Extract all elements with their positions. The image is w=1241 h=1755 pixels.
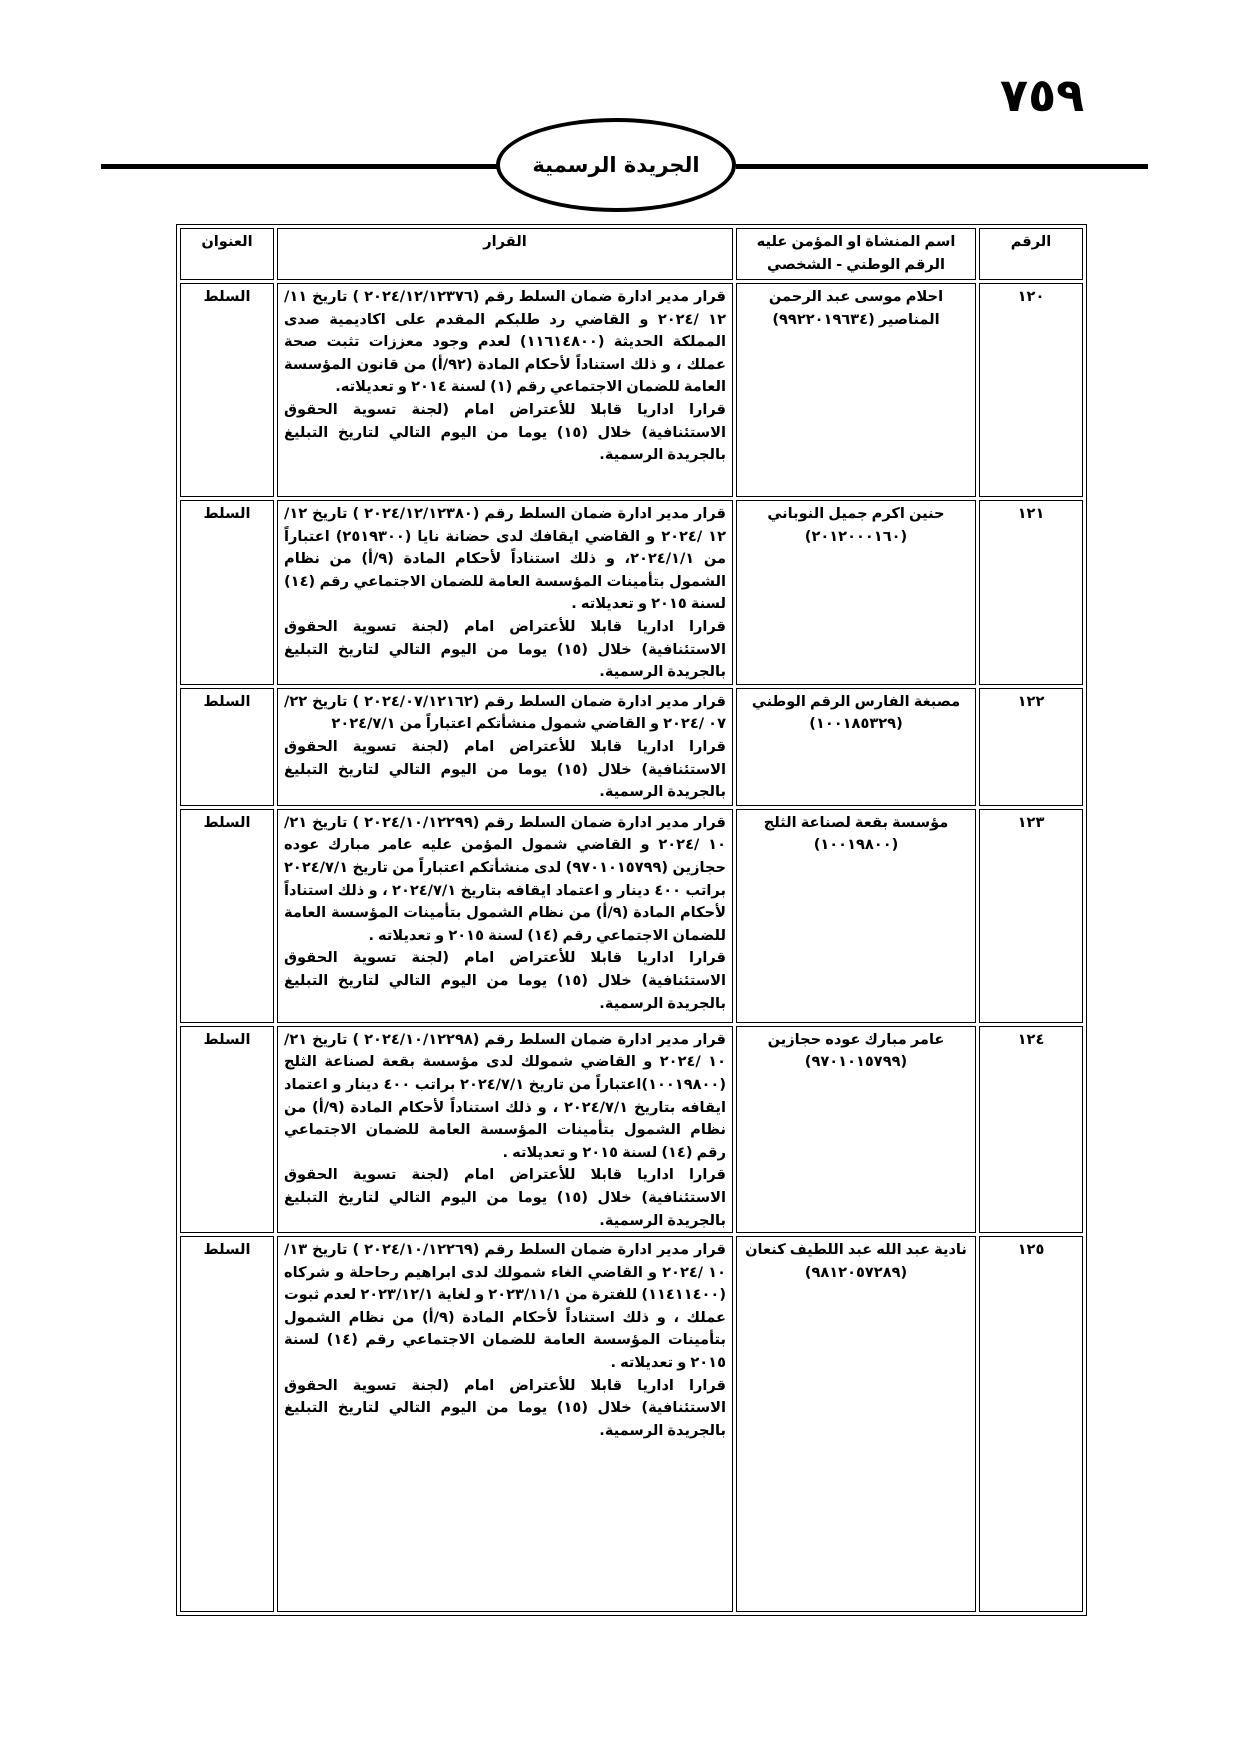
- objection-text: قرارا اداريا قابلا للأعتراض امام (لجنة تسوية الحقوق الاستئنافية) خلال (١٥) يوما من اليوم التالي لتاريخ التبليغ بالجريدة الرسمية.: [284, 1166, 726, 1229]
- decision-text: قرار مدير ادارة ضمان السلط رقم (٢٠٢٤/١٠/١٢٢٦٩ ) تاريخ ١٣/ ١٠ /٢٠٢٤ و القاضي الغاء شمولك لدى ابراهيم رحاحلة و شركاه (١١٤١١٤٠٠) للفترة من ٢٠٢٣/١١/١ و لغاية ٢٠٢٣/١٢/١ لعدم ثبوت عملك ، و ذلك استناداً لأحكام المادة (٩/أ) من نظام الشمول بتأمينات المؤسسة العامة للضمان الاجتماعي رقم (١٤) لسنة ٢٠١٥ و تعديلاته .: [284, 1241, 726, 1372]
- row-address: السلط: [180, 283, 274, 497]
- objection-text: قرارا اداريا قابلا للأعتراض امام (لجنة تسوية الحقوق الاستئنافية) خلال (١٥) يوما من اليوم التالي لتاريخ التبليغ بالجريدة الرسمية.: [284, 1376, 726, 1439]
- row-decision: [277, 500, 733, 685]
- row-decision: [277, 1026, 733, 1233]
- masthead-rule-right: [736, 164, 1148, 169]
- row-name: مؤسسة بقعة لصناعة الثلج (١٠٠١٩٨٠٠): [736, 809, 976, 1023]
- decision-text: قرار مدير ادارة ضمان السلط رقم (٢٠٢٤/١٠/١٢٢٩٨ ) تاريخ ٢١/ ١٠ /٢٠٢٤ و القاضي شمولك لدى مؤسسة بقعة لصناعة الثلج (١٠٠١٩٨٠٠)اعتباراً من تاريخ ٢٠٢٤/٧/١ براتب ٤٠٠ دينار و اعتماد ايقافه بتاريخ ٢٠٢٤/٧/١ ، و ذلك استناداً لأحكام المادة (٩/أ) من نظام الشمول بتأمينات المؤسسة العامة للضمان الاجتماعي رقم (١٤) لسنة ٢٠١٥ و تعديلاته .: [284, 1030, 727, 1161]
- decision-text: قرار مدير ادارة ضمان السلط رقم (٢٠٢٤/١٢/١٢٣٨٠ ) تاريخ ١٢/ ١٢ /٢٠٢٤ و القاضي ايقافك لدى حضانة نايا (٢٥١٩٣٠٠) اعتباراً من ٢٠٢٤/١/١، و ذلك استناداً لأحكام المادة (٩/أ) من نظام الشمول بتأمينات المؤسسة العامة للضمان الاجتماعي رقم (١٤) لسنة ٢٠١٥ و تعديلاته .: [284, 505, 726, 613]
- header-address: العنوان: [180, 228, 274, 280]
- masthead-title: الجريدة الرسمية: [496, 118, 736, 212]
- objection-text: قرارا اداريا قابلا للأعتراض امام (لجنة تسوية الحقوق الاستئنافية) خلال (١٥) يوما من اليوم التالي لتاريخ التبليغ بالجريدة الرسمية.: [284, 617, 726, 681]
- row-number: ١٢٢: [979, 688, 1083, 806]
- row-address: السلط: [180, 688, 274, 806]
- table-row: [180, 500, 1083, 685]
- row-number: ١٢٣: [979, 809, 1083, 1023]
- row-name: نادية عبد الله عبد اللطيف كنعان (٩٨١٢٠٥٧٢٨٩): [736, 1236, 976, 1612]
- row-number: ١٢٤: [979, 1026, 1083, 1233]
- row-number: ١٢٠: [979, 283, 1083, 497]
- row-name: مصبغة الفارس الرقم الوطني (١٠٠١٨٥٣٢٩): [736, 688, 976, 806]
- row-name: عامر مبارك عوده حجازين (٩٧٠١٠١٥٧٩٩): [736, 1026, 976, 1233]
- decision-text: قرار مدير ادارة ضمان السلط رقم (٢٠٢٤/١٢/١٢٣٧٦ ) تاريخ ١١/ ١٢ /٢٠٢٤ و القاضي رد طلبكم المقدم على اكاديمية صدى المملكة الحديثة (١١٦١٤٨٠٠) لعدم وجود معززات تثبت صحة عملك ، و ذلك استناداً لأحكام المادة (٩٢/أ) من قانون المؤسسة العامة للضمان الاجتماعي رقم (١) لسنة ٢٠١٤ و تعديلاته.: [284, 288, 726, 396]
- page-number: ٧٥٩: [1000, 68, 1085, 122]
- decision-text: قرار مدير ادارة ضمان السلط رقم (٢٠٢٤/٠٧/١٢١٦٢ ) تاريخ ٢٢/ ٠٧ /٢٠٢٤ و القاضي شمول منشأتكم اعتباراً من ٢٠٢٤/٧/١: [284, 692, 726, 733]
- row-address: السلط: [180, 1236, 274, 1612]
- masthead-rule-left: [101, 164, 499, 169]
- row-number: ١٢١: [979, 500, 1083, 685]
- row-address: السلط: [180, 1026, 274, 1233]
- row-number: ١٢٥: [979, 1236, 1083, 1612]
- row-name: حنين اكرم جميل النوباني (٢٠١٢٠٠٠١٦٠): [736, 500, 976, 685]
- row-decision: [277, 688, 733, 806]
- table-header-row: [180, 228, 1083, 280]
- header-decision: القرار: [277, 228, 733, 280]
- row-decision: [277, 1236, 733, 1612]
- objection-text: قرارا اداريا قابلا للأعتراض امام (لجنة تسوية الحقوق الاستئنافية) خلال (١٥) يوما من اليوم التالي لتاريخ التبليغ بالجريدة الرسمية.: [284, 737, 726, 801]
- decisions-table: [176, 224, 1087, 1616]
- table-row: [180, 809, 1083, 1023]
- row-address: السلط: [180, 809, 274, 1023]
- decision-text: قرار مدير ادارة ضمان السلط رقم (٢٠٢٤/١٠/١٢٢٩٩ ) تاريخ ٢١/ ١٠ /٢٠٢٤ و القاضي شمول المؤمن عليه عامر مبارك عوده حجازين (٩٧٠١٠١٥٧٩٩) لدى منشأتكم اعتباراً من تاريخ ٢٠٢٤/٧/١ براتب ٤٠٠ دينار و اعتماد ايقافه بتاريخ ٢٠٢٤/٧/١ ، و ذلك استناداً لأحكام المادة (٩/أ) من نظام الشمول بتأمينات المؤسسة العامة للضمان الاجتماعي رقم (١٤) لسنة ٢٠١٥ و تعديلاته .: [284, 813, 726, 944]
- table-row: [180, 1236, 1083, 1612]
- table-row: [180, 688, 1083, 806]
- objection-text: قرارا اداريا قابلا للأعتراض امام (لجنة تسوية الحقوق الاستئنافية) خلال (١٥) يوما من اليوم التالي لتاريخ التبليغ بالجريدة الرسمية.: [284, 949, 726, 1012]
- row-decision: [277, 283, 733, 497]
- header-number: الرقم: [979, 228, 1083, 280]
- row-address: السلط: [180, 500, 274, 685]
- table-row: [180, 1026, 1083, 1233]
- header-name: اسم المنشاة او المؤمن عليه الرقم الوطني - الشخصي: [736, 228, 976, 280]
- table-row: [180, 283, 1083, 497]
- row-decision: [277, 809, 733, 1023]
- row-name: احلام موسى عبد الرحمن المناصير (٩٩٢٢٠١٩٦٣٤): [736, 283, 976, 497]
- objection-text: قرارا اداريا قابلا للأعتراض امام (لجنة تسوية الحقوق الاستئنافية) خلال (١٥) يوما من اليوم التالي لتاريخ التبليغ بالجريدة الرسمية.: [284, 400, 726, 464]
